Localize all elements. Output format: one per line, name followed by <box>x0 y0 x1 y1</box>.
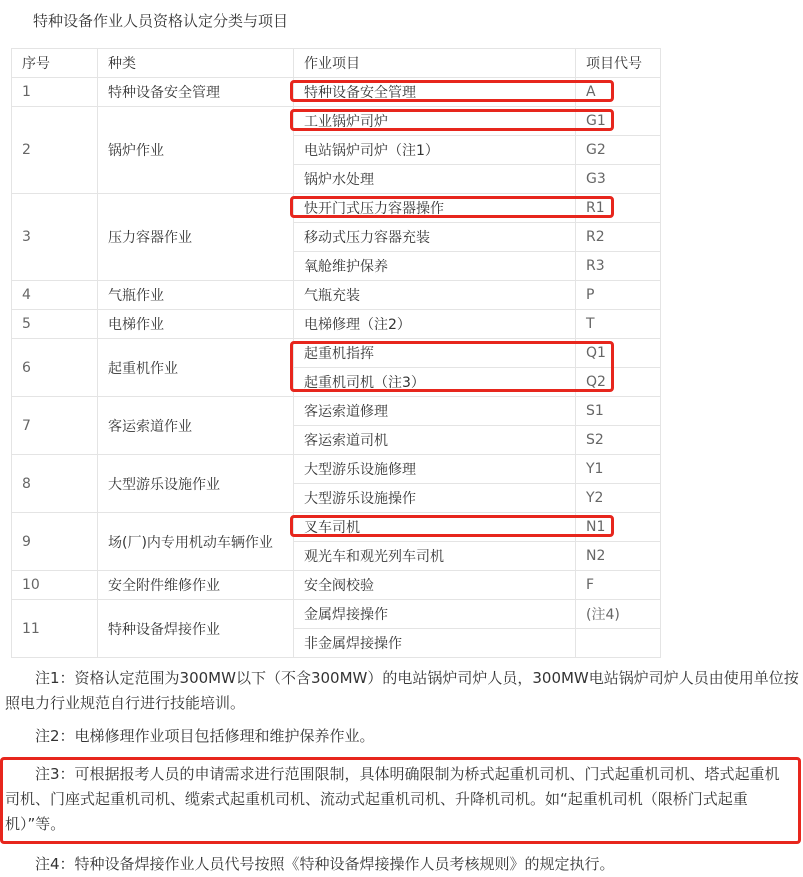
note-text: 可根据报考人员的申请需求进行范围限制，具体明确限制为桥式起重机司机、门式起重机司机、塔式起重机司机、门座式起重机司机、缆索式起重机司机、流动式起重机司机、升降机司机。如“起重机司机（限桥门式起重机）”等。 <box>5 765 780 833</box>
note <box>5 724 799 749</box>
project-cell: 客运索道司机 <box>294 426 576 455</box>
project-cell: 大型游乐设施操作 <box>294 484 576 513</box>
project-cell: 电梯修理（注2） <box>294 310 576 339</box>
notes-section <box>5 666 799 877</box>
project-cell: 氧舱维护保养 <box>294 252 576 281</box>
code-cell: S2 <box>576 426 661 455</box>
code-cell: S1 <box>576 397 661 426</box>
column-header: 种类 <box>98 49 294 78</box>
code-cell: A <box>576 78 661 107</box>
code-cell: T <box>576 310 661 339</box>
qualification-table <box>11 48 661 658</box>
category-cell: 特种设备安全管理 <box>98 78 294 107</box>
project-cell: 叉车司机 <box>294 513 576 542</box>
code-cell: G2 <box>576 136 661 165</box>
code-cell <box>576 629 661 658</box>
project-cell: 起重机司机（注3） <box>294 368 576 397</box>
project-cell: 安全阀校验 <box>294 571 576 600</box>
category-cell: 场(厂)内专用机动车辆作业 <box>98 513 294 571</box>
category-cell: 大型游乐设施作业 <box>98 455 294 513</box>
project-cell: 非金属焊接操作 <box>294 629 576 658</box>
project-cell: 工业锅炉司炉 <box>294 107 576 136</box>
project-cell: 金属焊接操作 <box>294 600 576 629</box>
code-cell: P <box>576 281 661 310</box>
code-cell: F <box>576 571 661 600</box>
project-cell: 观光车和观光列车司机 <box>294 542 576 571</box>
category-cell: 气瓶作业 <box>98 281 294 310</box>
table-row <box>12 571 661 600</box>
table-row <box>12 339 661 368</box>
table-row <box>12 513 661 542</box>
table-row <box>12 455 661 484</box>
code-cell: G3 <box>576 165 661 194</box>
category-cell: 压力容器作业 <box>98 194 294 281</box>
project-cell: 客运索道修理 <box>294 397 576 426</box>
note-text: 电梯修理作业项目包括修理和维护保养作业。 <box>74 727 375 745</box>
note <box>5 852 799 877</box>
code-cell: Q2 <box>576 368 661 397</box>
project-cell: 气瓶充装 <box>294 281 576 310</box>
code-cell: R2 <box>576 223 661 252</box>
note-label: 注4： <box>35 855 75 873</box>
code-cell: R1 <box>576 194 661 223</box>
table-row <box>12 600 661 629</box>
serial-number-cell: 4 <box>12 281 98 310</box>
project-cell: 大型游乐设施修理 <box>294 455 576 484</box>
serial-number-cell: 7 <box>12 397 98 455</box>
column-header: 项目代号 <box>576 49 661 78</box>
column-header: 序号 <box>12 49 98 78</box>
project-cell: 锅炉水处理 <box>294 165 576 194</box>
serial-number-cell: 1 <box>12 78 98 107</box>
note-label: 注2： <box>35 727 75 745</box>
project-cell: 起重机指挥 <box>294 339 576 368</box>
code-cell: Q1 <box>576 339 661 368</box>
code-cell: Y2 <box>576 484 661 513</box>
table-row <box>12 194 661 223</box>
code-cell: G1 <box>576 107 661 136</box>
table-row <box>12 281 661 310</box>
category-cell: 特种设备焊接作业 <box>98 600 294 658</box>
serial-number-cell: 5 <box>12 310 98 339</box>
serial-number-cell: 9 <box>12 513 98 571</box>
project-cell: 特种设备安全管理 <box>294 78 576 107</box>
serial-number-cell: 2 <box>12 107 98 194</box>
column-header: 作业项目 <box>294 49 576 78</box>
code-cell: R3 <box>576 252 661 281</box>
category-cell: 电梯作业 <box>98 310 294 339</box>
category-cell: 锅炉作业 <box>98 107 294 194</box>
category-cell: 客运索道作业 <box>98 397 294 455</box>
category-cell: 起重机作业 <box>98 339 294 397</box>
table-row <box>12 310 661 339</box>
code-cell: (注4) <box>576 600 661 629</box>
table-row <box>12 397 661 426</box>
project-cell: 电站锅炉司炉（注1） <box>294 136 576 165</box>
note-label: 注3： <box>35 765 75 783</box>
page-title: 特种设备作业人员资格认定分类与项目 <box>33 12 289 30</box>
note <box>0 757 801 844</box>
note <box>5 666 799 716</box>
code-cell: Y1 <box>576 455 661 484</box>
serial-number-cell: 11 <box>12 600 98 658</box>
note-label: 注1： <box>35 669 75 687</box>
code-cell: N2 <box>576 542 661 571</box>
serial-number-cell: 8 <box>12 455 98 513</box>
table-header-row <box>12 49 661 78</box>
serial-number-cell: 10 <box>12 571 98 600</box>
category-cell: 安全附件维修作业 <box>98 571 294 600</box>
note-text: 特种设备焊接作业人员代号按照《特种设备焊接操作人员考核规则》的规定执行。 <box>74 855 615 873</box>
project-cell: 快开门式压力容器操作 <box>294 194 576 223</box>
serial-number-cell: 3 <box>12 194 98 281</box>
table-row <box>12 78 661 107</box>
table-row <box>12 107 661 136</box>
code-cell: N1 <box>576 513 661 542</box>
note-text: 资格认定范围为300MW以下（不含300MW）的电站锅炉司炉人员，300MW电站锅炉司炉人员由使用单位按照电力行业规范自行进行技能培训。 <box>5 669 799 712</box>
serial-number-cell: 6 <box>12 339 98 397</box>
project-cell: 移动式压力容器充装 <box>294 223 576 252</box>
